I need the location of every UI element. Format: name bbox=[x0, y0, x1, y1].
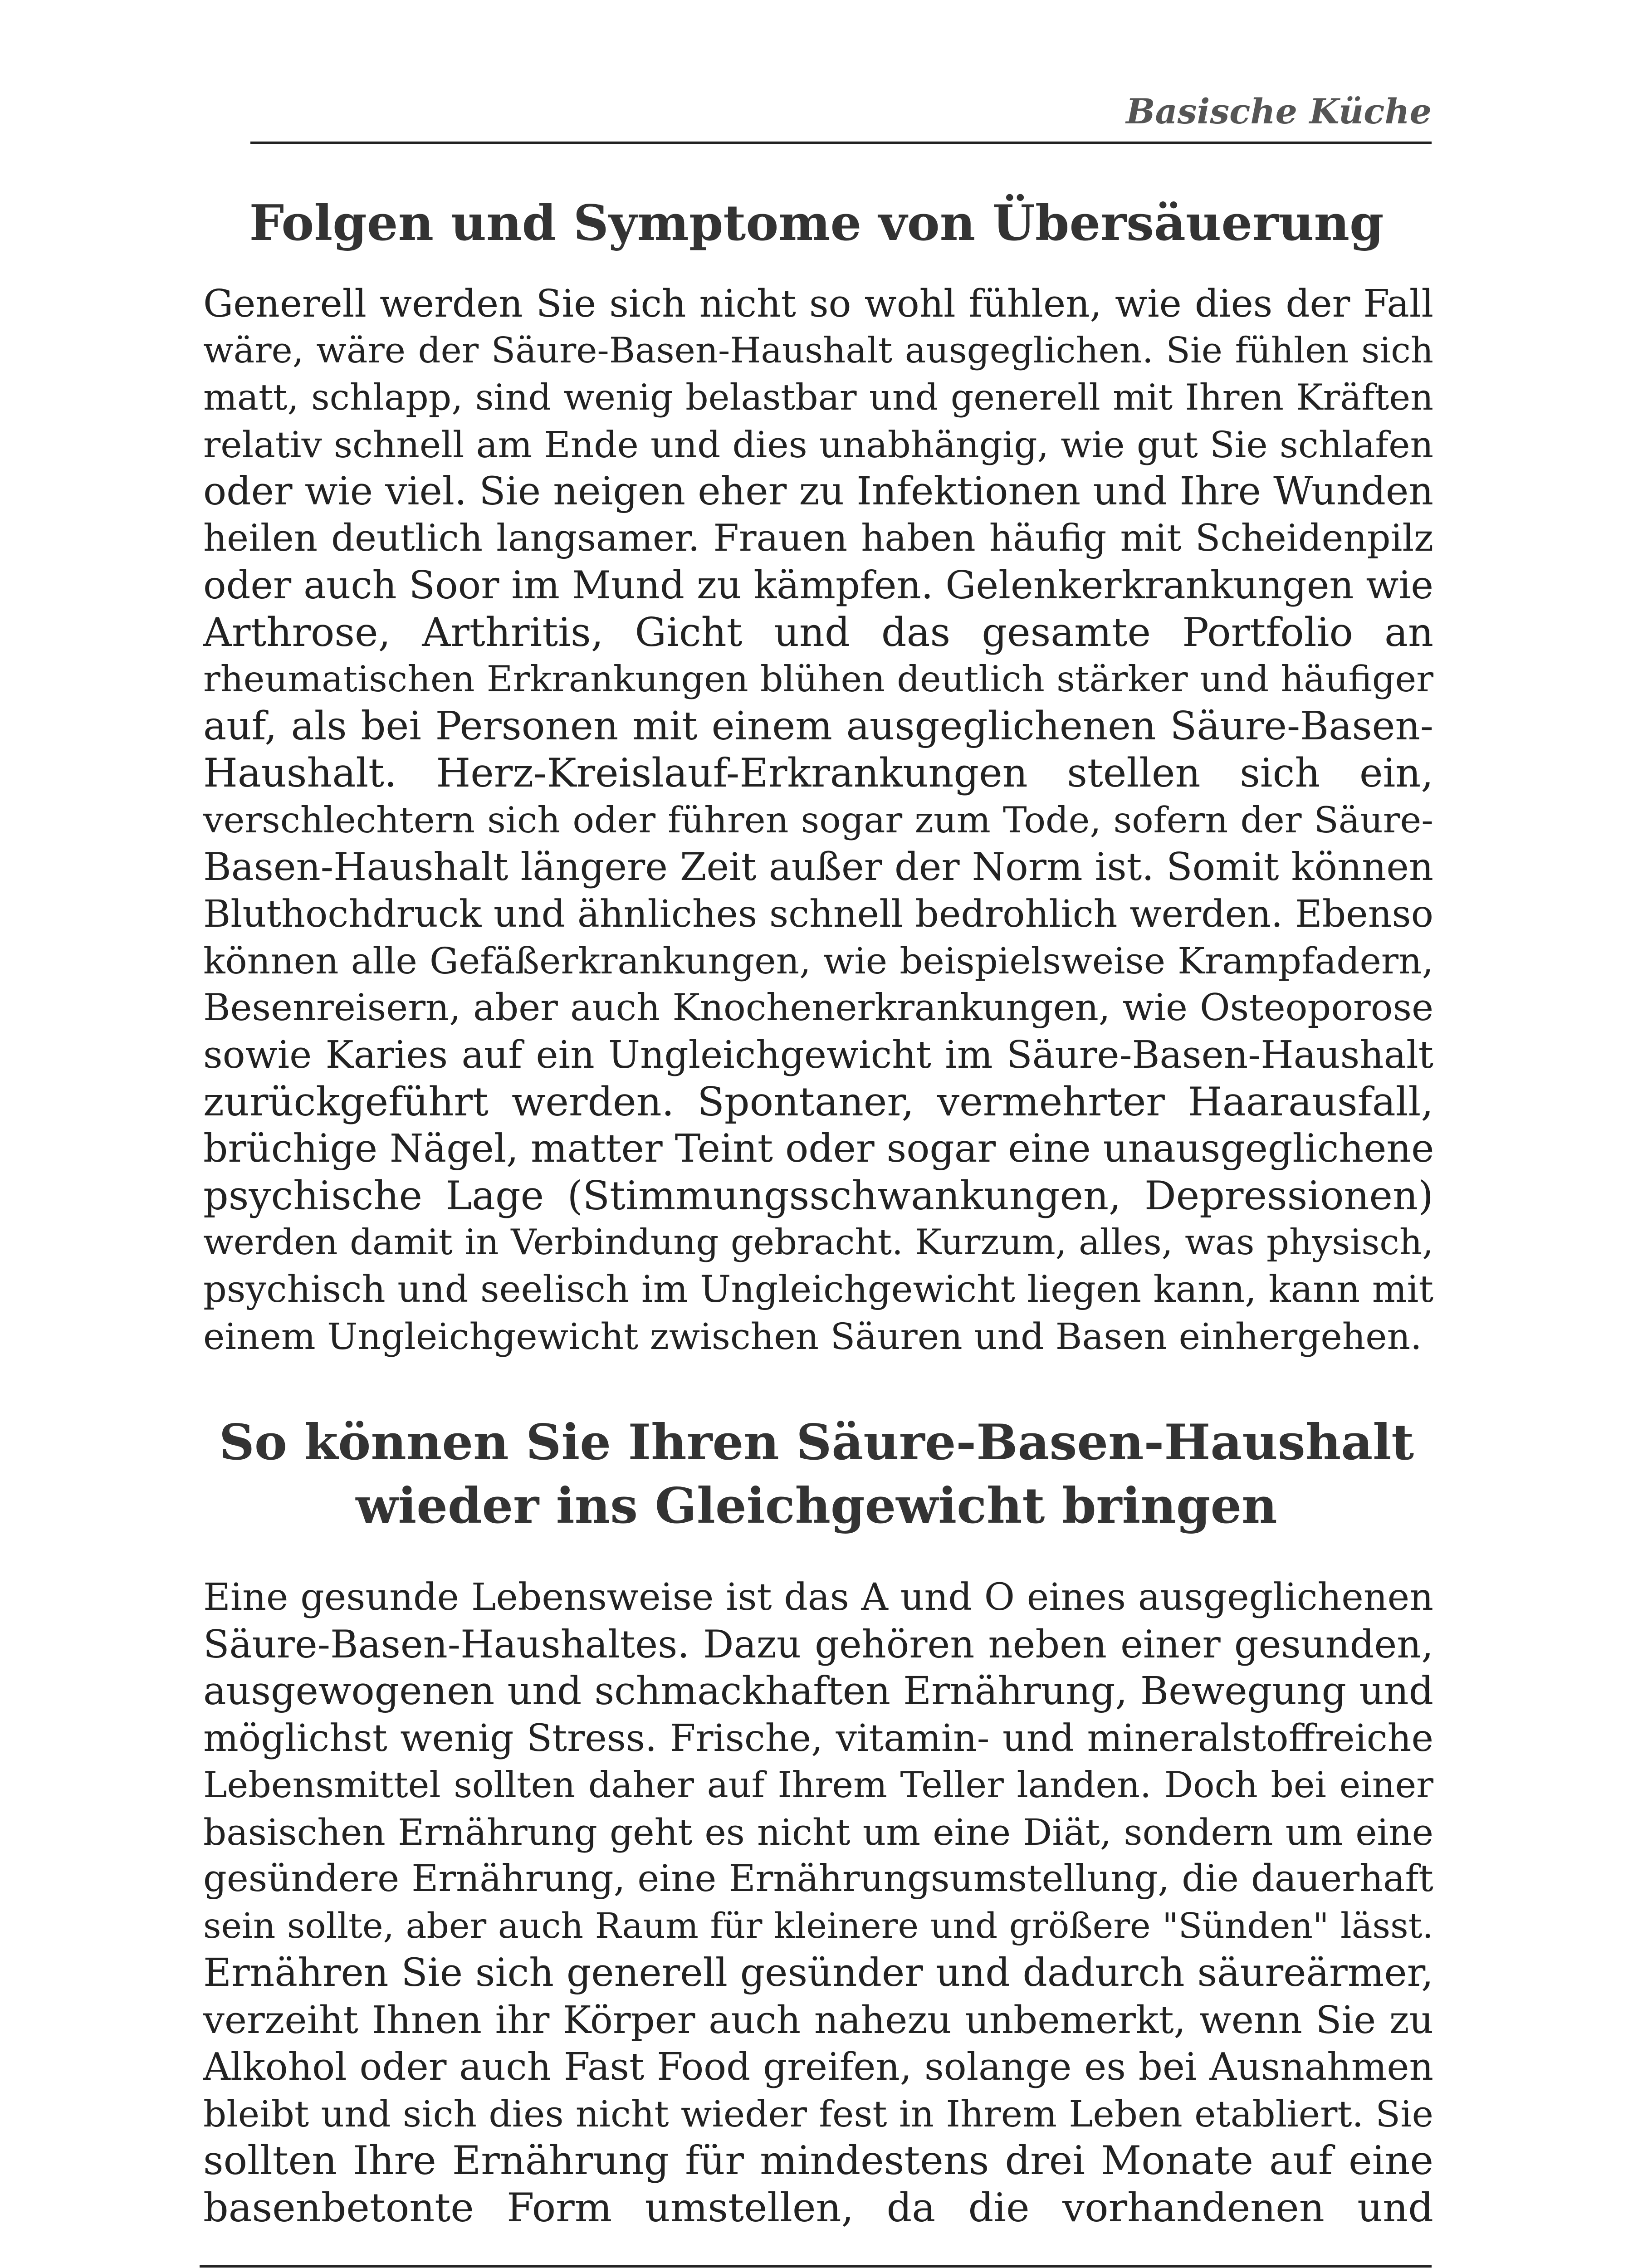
text-line: wäre, wäre der Säure-Basen-Haushalt ausgeglichen. Sie fühlen sich bbox=[203, 330, 1433, 371]
header-rule bbox=[250, 142, 1432, 144]
text-line: Arthrose, Arthritis, Gicht und das gesamte Portfolio an bbox=[203, 609, 1433, 655]
text-line: einem Ungleichgewicht zwischen Säuren und Basen einhergehen. bbox=[203, 1315, 1422, 1358]
text-line: psychische Lage (Stimmungsschwankungen, Depressionen) bbox=[203, 1172, 1433, 1219]
paragraph-symptoms bbox=[203, 280, 1433, 1360]
text-line: Besenreisern, aber auch Knochenerkrankungen, wie Osteoporose bbox=[203, 986, 1433, 1029]
text-line: basenbetonte Form umstellen, da die vorhandenen und bbox=[203, 2184, 1433, 2231]
section-heading-symptoms bbox=[200, 191, 1433, 255]
text-line: Eine gesunde Lebensweise ist das A und O eines ausgeglichenen bbox=[203, 1576, 1433, 1619]
text-line: gesündere Ernährung, eine Ernährungsumstellung, die dauerhaft bbox=[203, 1857, 1433, 1900]
text-line: relativ schnell am Ende und dies unabhängig, wie gut Sie schlafen bbox=[203, 423, 1433, 466]
text-line: zurückgeführt werden. Spontaner, vermehrter Haarausfall, bbox=[203, 1078, 1433, 1125]
text-line: oder auch Soor im Mund zu kämpfen. Gelenkerkrankungen wie bbox=[203, 563, 1433, 607]
text-line: rheumatischen Erkrankungen blühen deutlich stärker und häufiger bbox=[203, 658, 1433, 700]
text-line: möglichst wenig Stress. Frische, vitamin- und mineralstoffreiche bbox=[203, 1716, 1433, 1760]
text-line: verzeiht Ihnen ihr Körper auch nahezu unbemerkt, wenn Sie zu bbox=[203, 1998, 1433, 2042]
text-line: Generell werden Sie sich nicht so wohl fühlen, wie dies der Fall bbox=[203, 282, 1433, 326]
text-line: Alkohol oder auch Fast Food greifen, solange es bei Ausnahmen bbox=[203, 2045, 1433, 2089]
text-line: sollten Ihre Ernährung für mindestens drei Monate auf eine bbox=[203, 2137, 1433, 2184]
text-line: brüchige Nägel, matter Teint oder sogar eine unausgeglichene bbox=[203, 1126, 1434, 1171]
text-line: auf, als bei Personen mit einem ausgeglichenen Säure-Basen- bbox=[203, 703, 1433, 749]
text-line: ausgewogenen und schmackhaften Ernährung, Bewegung und bbox=[203, 1669, 1433, 1714]
text-line: basischen Ernährung geht es nicht um eine Diät, sondern um eine bbox=[203, 1811, 1433, 1853]
text-line: sein sollte, aber auch Raum für kleinere und größere "Sünden" lässt. bbox=[203, 1906, 1433, 1946]
text-line: bleibt und sich dies nicht wieder fest in Ihrem Leben etabliert. Sie bbox=[203, 2092, 1433, 2135]
running-header-title: Basische Küche bbox=[1126, 91, 1432, 132]
heading-line: wieder ins Gleichgewicht bringen bbox=[356, 1477, 1277, 1535]
text-line: oder wie viel. Sie neigen eher zu Infektionen und Ihre Wunden bbox=[203, 469, 1433, 514]
paragraph-balance bbox=[203, 1574, 1433, 2231]
text-line: psychisch und seelisch im Ungleichgewicht liegen kann, kann mit bbox=[203, 1268, 1433, 1311]
heading-line: So können Sie Ihren Säure-Basen-Haushalt bbox=[219, 1414, 1414, 1471]
text-line: verschlechtern sich oder führen sogar zum Tode, sofern der Säure- bbox=[203, 799, 1433, 841]
text-line: werden damit in Verbindung gebracht. Kurzum, alles, was physisch, bbox=[203, 1222, 1433, 1263]
text-line: Basen-Haushalt längere Zeit außer der Norm ist. Somit können bbox=[203, 845, 1433, 889]
text-line: Ernähren Sie sich generell gesünder und dadurch säureärmer, bbox=[203, 1950, 1433, 1995]
text-line: matt, schlapp, sind wenig belastbar und generell mit Ihren Kräften bbox=[203, 376, 1433, 418]
footer-rule bbox=[200, 2265, 1432, 2268]
text-line: heilen deutlich langsamer. Frauen haben häufig mit Scheidenpilz bbox=[203, 517, 1433, 560]
text-line: sowie Karies auf ein Ungleichgewicht im Säure-Basen-Haushalt bbox=[203, 1033, 1433, 1077]
text-line: Haushalt. Herz-Kreislauf-Erkrankungen stellen sich ein, bbox=[203, 750, 1433, 796]
section-heading-balance bbox=[200, 1411, 1433, 1538]
heading-line: Folgen und Symptome von Übersäuerung bbox=[249, 195, 1384, 252]
text-line: können alle Gefäßerkrankungen, wie beispielsweise Krampfadern, bbox=[203, 940, 1433, 982]
text-line: Bluthochdruck und ähnliches schnell bedrohlich werden. Ebenso bbox=[203, 892, 1433, 936]
text-line: Lebensmittel sollten daher auf Ihrem Teller landen. Doch bei einer bbox=[203, 1764, 1433, 1806]
text-line: Säure-Basen-Haushaltes. Dazu gehören neben einer gesunden, bbox=[203, 1622, 1433, 1667]
